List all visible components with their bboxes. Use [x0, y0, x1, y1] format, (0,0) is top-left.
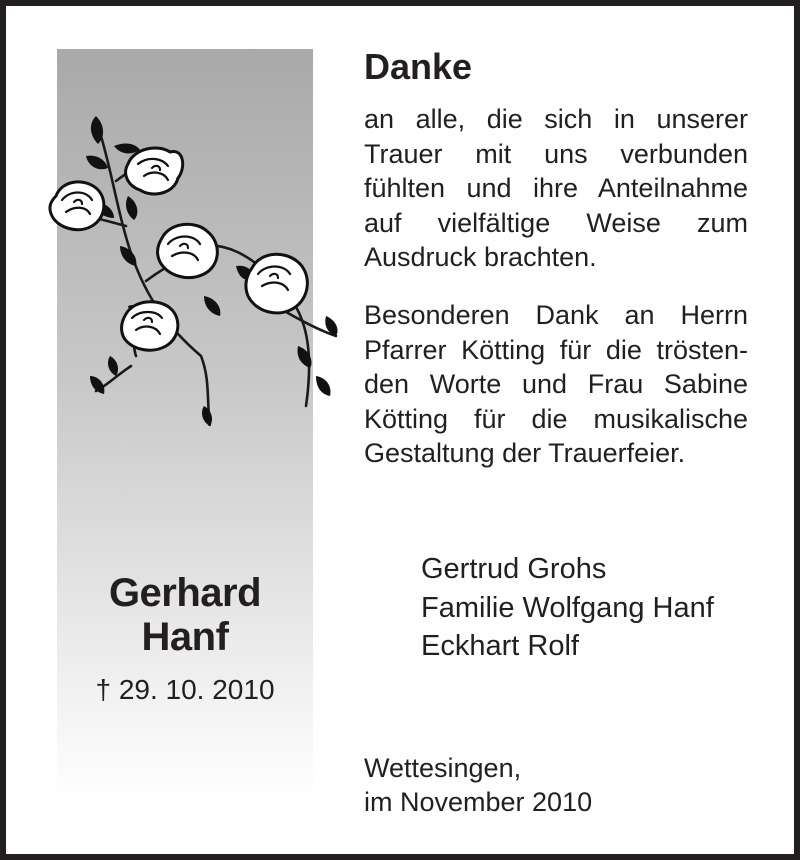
heading: Danke [364, 46, 473, 87]
place-and-date [364, 751, 592, 819]
signer: Eckhart Rolf [421, 630, 579, 662]
signers [421, 550, 714, 666]
paragraph-line: Kötting für die musikalische [364, 403, 748, 434]
paragraph-line: Ausdruck brachten. [364, 242, 597, 272]
paragraph-line: an alle, die sich in unserer [364, 104, 748, 134]
paragraph-line: fühlten und ihre Anteilnahme [364, 173, 748, 203]
rose-branch-icon [36, 106, 346, 426]
signer: Gertrud Grohs [421, 553, 607, 585]
paragraph-line: den Worte und Frau Sabine [364, 369, 748, 399]
deceased-last-name: Hanf [141, 615, 229, 659]
date: im November 2010 [364, 787, 593, 817]
paragraph-line: Pfarrer Kötting für die trösten- [364, 334, 748, 365]
place: Wettesingen, [364, 753, 522, 783]
thanks-paragraph [364, 102, 748, 275]
death-date: † 29. 10. 2010 [95, 674, 275, 705]
signer: Familie Wolfgang Hanf [421, 591, 714, 624]
paragraph-line: Gestaltung der Trauerfeier. [364, 438, 686, 468]
paragraph-line: Trauer mit uns verbunden [364, 138, 748, 169]
paragraph-line: auf vielfältige Weise zum [364, 207, 748, 238]
special-thanks-paragraph [364, 298, 748, 471]
deceased-name [57, 571, 313, 659]
paragraph-line: Besonderen Dank an Herrn [364, 300, 748, 330]
deceased-first-name: Gerhard [108, 571, 262, 615]
